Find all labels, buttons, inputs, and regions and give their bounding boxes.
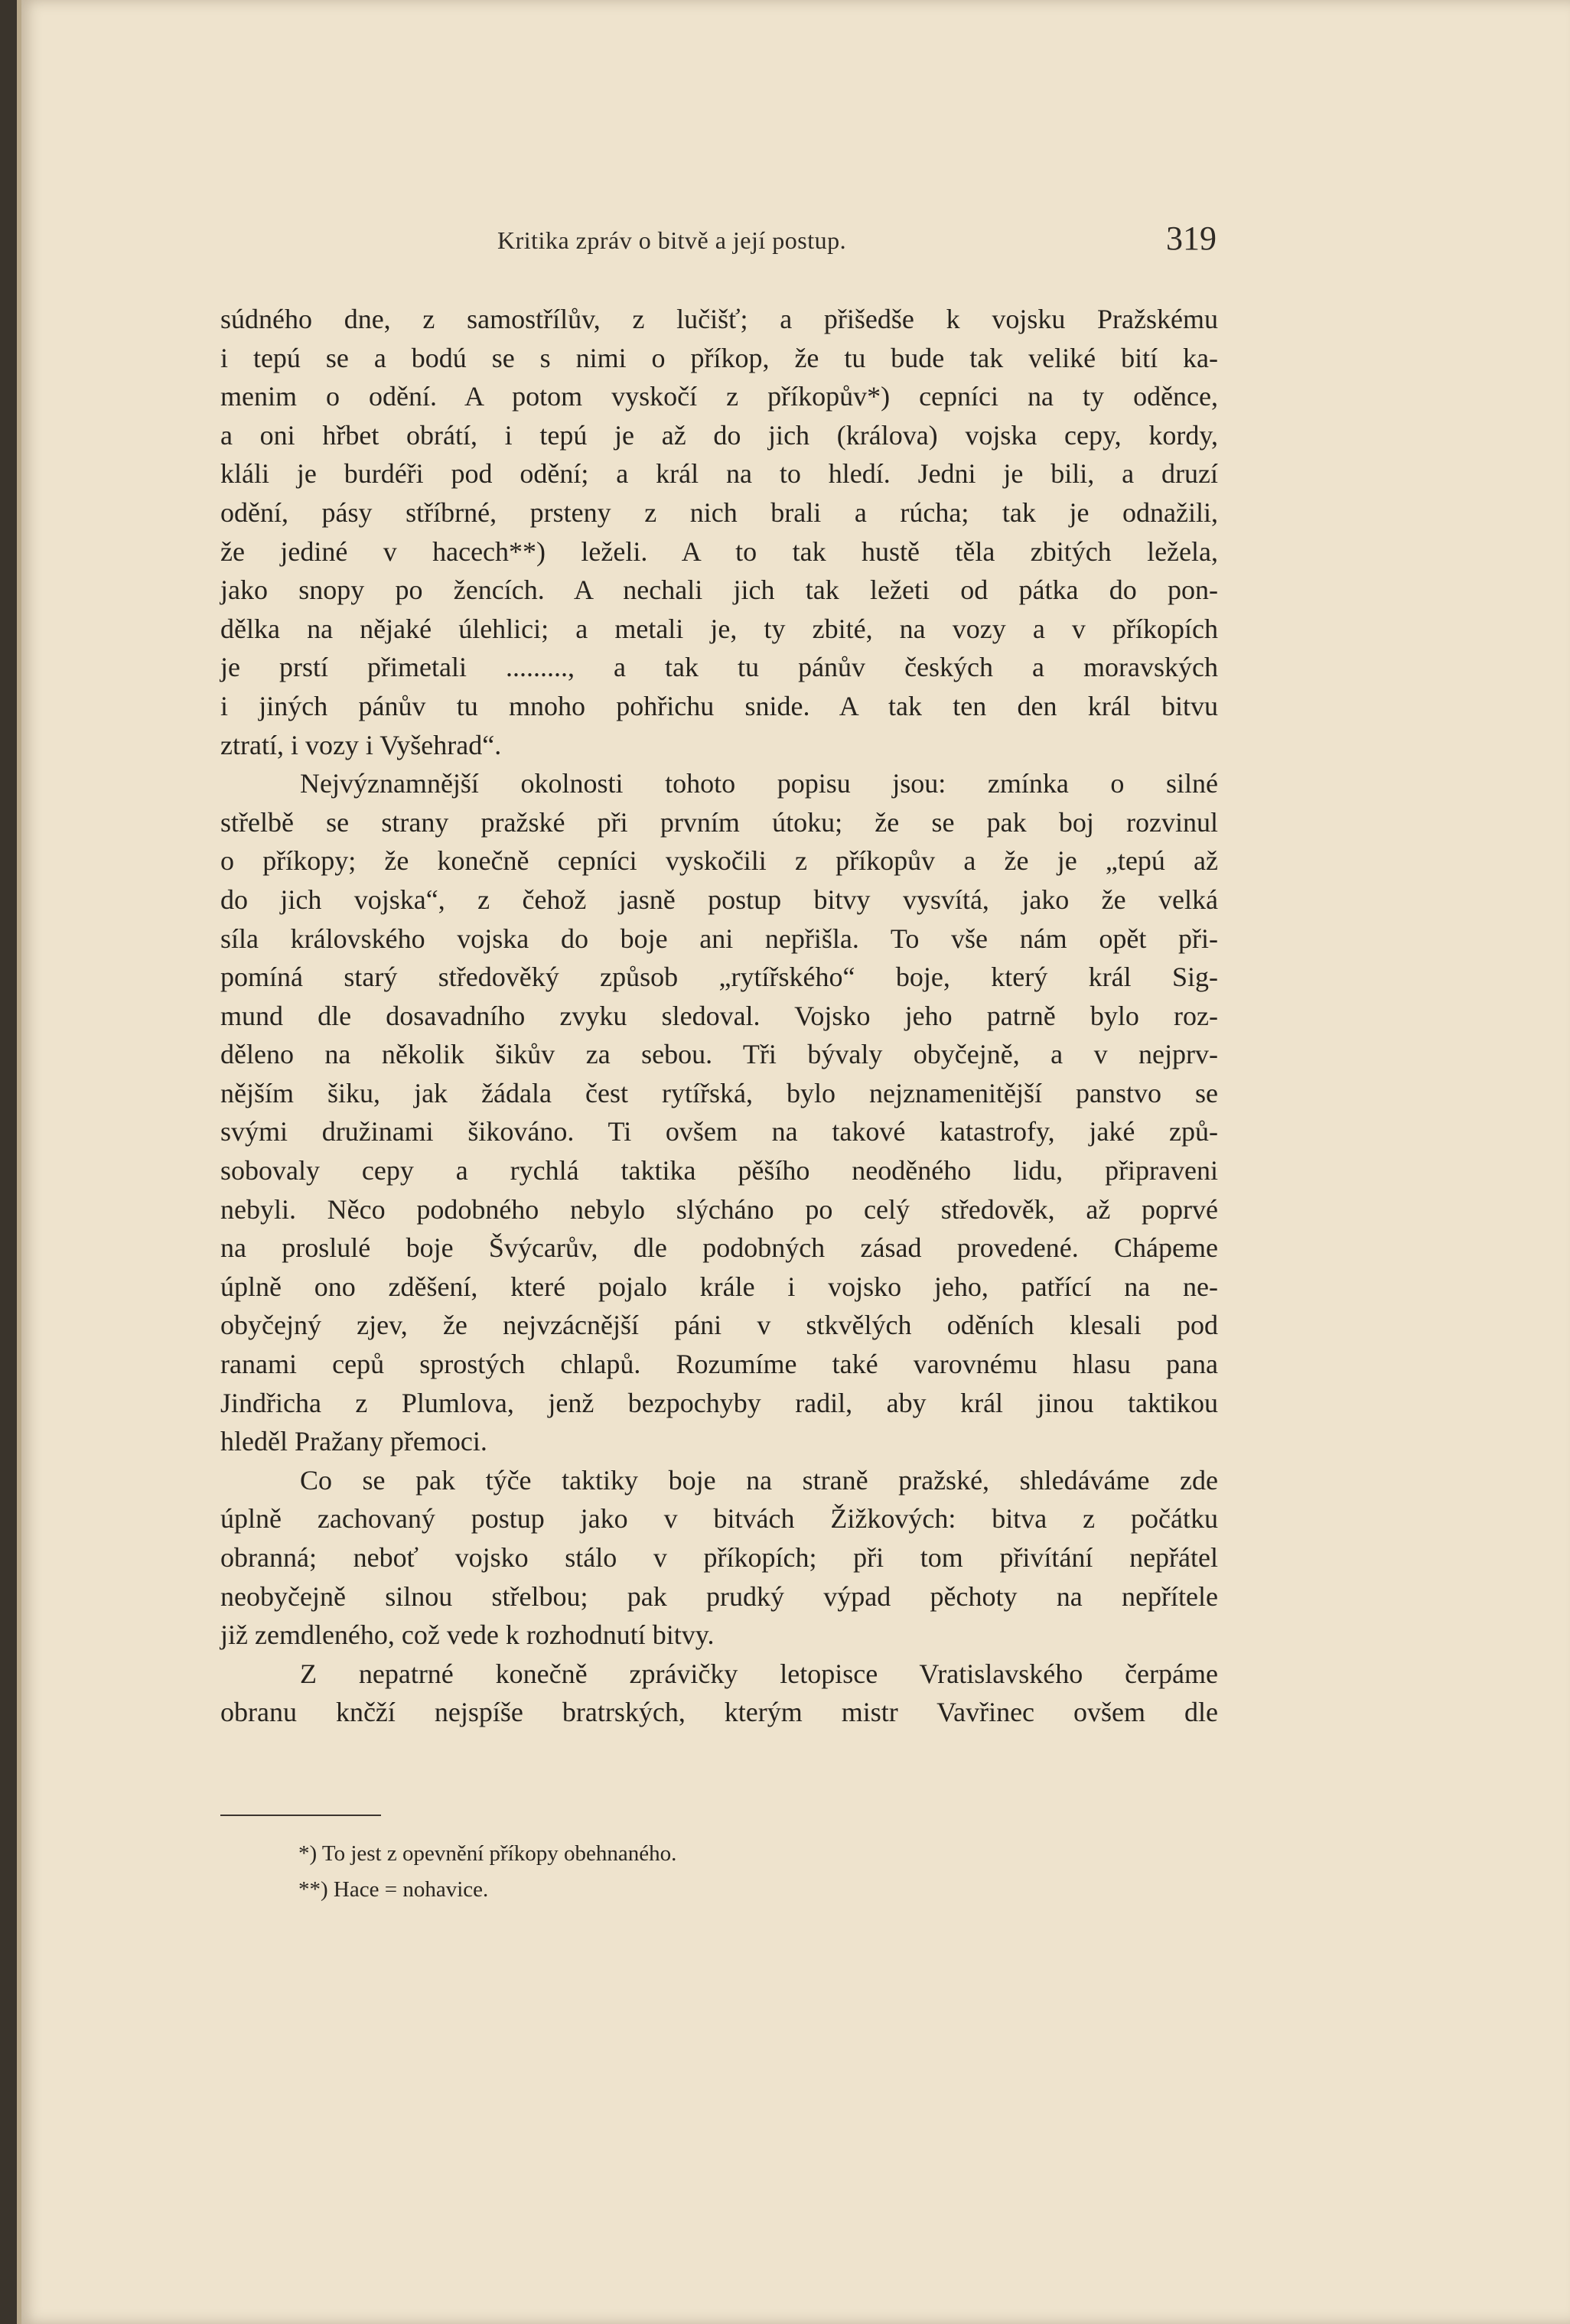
text-line: že jediné v hacech**) leželi. A to tak hustě těla zbitých ležela, (220, 535, 1218, 567)
text-line: nebyli. Něco podobného nebylo slýcháno po celý středověk, až poprvé (220, 1193, 1218, 1225)
text-line: síla královského vojska do boje ani nepřišla. To vše nám opět při- (220, 923, 1218, 954)
text-line: o příkopy; že konečně cepníci vyskočili z příkopův a že je „tepú až (220, 845, 1218, 877)
text-line: pomíná starý středověký způsob „rytířského“ boje, který král Sig- (220, 962, 1218, 993)
text-line: i tepú se a bodú se s nimi o příkop, že tu bude tak veliké bití ka- (220, 342, 1218, 373)
text-line: nějším šiku, jak žádala čest rytířská, bylo nejznamenitější panstvo se (220, 1077, 1218, 1108)
page-edge (17, 0, 21, 2324)
text-line: do jich vojska“, z čehož jasně postup bitvy vysvítá, jako že velká (220, 884, 1218, 915)
text-line: obranu knčží nejspíše bratrských, kterým mistr Vavřinec ovšem dle (220, 1697, 1218, 1728)
paragraph-start: Co se pak týče taktiky boje na straně pražské, shledáváme zde (300, 1464, 1218, 1496)
text-line: menim o odění. A potom vyskočí z příkopův*) cepníci na ty oděnce, (220, 381, 1218, 412)
text-line: i jiných pánův tu mnoho pohřichu snide. A tak ten den král bitvu (220, 690, 1218, 721)
text-line: kláli je burdéři pod odění; a král na to hledí. Jedni je bili, a druzí (220, 458, 1218, 490)
paragraph-start: Nejvýznamnější okolnosti tohoto popisu jsou: zmínka o silné (300, 768, 1218, 799)
page-number: 319 (1166, 220, 1217, 257)
footnote-divider (220, 1815, 381, 1816)
page-header (497, 220, 1262, 269)
text-line: na proslulé boje Švýcarův, dle podobných zásad provedené. Chápeme (220, 1232, 1218, 1264)
text-line: je prstí přimetali ........., a tak tu pánův českých a moravských (220, 652, 1218, 683)
text-line: dělka na nějaké úlehlici; a metali je, ty zbité, na vozy a v příkopích (220, 613, 1218, 644)
text-line: odění, pásy stříbrné, prsteny z nich brali a rúcha; tak je odnažili, (220, 496, 1218, 528)
running-title: Kritika zpráv o bitvě a její postup. (497, 226, 847, 254)
footnote: **) Hace = nohavice. (298, 1877, 489, 1902)
text-line: a oni hřbet obrátí, i tepú je až do jich (králova) vojska cepy, kordy, (220, 419, 1218, 451)
footnote: *) To jest z opevnění příkopy obehnaného. (298, 1841, 677, 1866)
text-line: sobovaly cepy a rychlá taktika pěšího neoděného lidu, připraveni (220, 1155, 1218, 1186)
text-line: úplně ono zděšení, které pojalo krále i vojsko jeho, patřící na ne- (220, 1271, 1218, 1302)
paragraph-start: Z nepatrné konečně zprávičky letopisce Vratislavského čerpáme (300, 1658, 1218, 1689)
text-line: svými družinami šikováno. Ti ovšem na takové katastrofy, jaké způ- (220, 1116, 1218, 1147)
text-line: střelbě se strany pražské při prvním útoku; že se pak boj rozvinul (220, 806, 1218, 838)
text-line: súdného dne, z samostřílův, z lučišť; a přišedše k vojsku Pražskému (220, 304, 1218, 334)
text-line: Jindřicha z Plumlova, jenž bezpochyby radil, aby král jinou taktikou (220, 1387, 1218, 1418)
text-line: mund dle dosavadního zvyku sledoval. Vojsko jeho patrně bylo roz- (220, 1000, 1218, 1031)
text-line: ranami cepů sprostých chlapů. Rozumíme také varovnému hlasu pana (220, 1349, 1218, 1380)
footnotes (298, 1836, 676, 1908)
text-line: obranná; neboť vojsko stálo v příkopích; při tom přivítání nepřátel (220, 1542, 1218, 1573)
text-line: jako snopy po žencích. A nechali jich tak ležeti od pátka do pon- (220, 574, 1218, 606)
text-line: obyčejný zjev, že nejvzácnější páni v stkvělých oděních klesali pod (220, 1310, 1218, 1341)
text-line: úplně zachovaný postup jako v bitvách Žižkových: bitva z počátku (220, 1503, 1218, 1535)
body-text (220, 300, 1218, 1732)
text-line: hleděl Pražany přemoci. (220, 1426, 487, 1457)
text-line: neobyčejně silnou střelbou; pak prudký výpad pěchoty na nepřítele (220, 1580, 1218, 1612)
text-line: již zemdleného, což vede k rozhodnutí bitvy. (220, 1619, 715, 1651)
text-line: děleno na několik šikův za sebou. Tři bývaly obyčejně, a v nejprv- (220, 1039, 1218, 1070)
text-line: ztratí, i vozy i Vyšehrad“. (220, 729, 502, 760)
